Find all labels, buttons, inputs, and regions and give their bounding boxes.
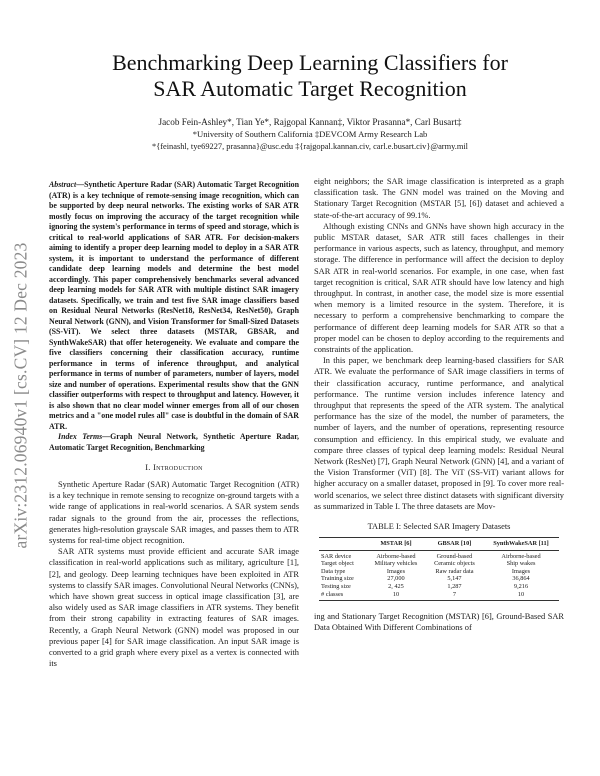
intro-paragraph-1: Synthetic Aperture Radar (SAR) Automatic Target Recognition (ATR) is a key technique in remote sensing to recognize on-ground targets with a wide range of applications in real-world scenarios. A SAR system sends radar signals to the ground from the air, processes the reflections, generates high-resolution grayscale SAR images, and passes them to ATR systems for real-time object recognition. [49,480,299,546]
table-cell: 2, 425 [388,583,404,591]
table-header-mstar: MSTAR [6] [366,538,426,551]
author-list: Jacob Fein-Ashley*, Tian Ye*, Rajgopal Kannan‡, Viktor Prasanna*, Carl Busart‡ [158,117,462,127]
table-cell: 9,216 [513,583,529,591]
row-label: Data type [321,567,346,575]
table-cell: Airborne-based [501,552,541,560]
index-terms-label: Index Terms [58,432,103,441]
table-cell: Ground-based [436,552,473,560]
right-column [314,176,564,634]
table-cell: Images [386,567,406,575]
table-column-gbsar [426,550,483,601]
paper-title-line-2: SAR Automatic Target Recognition [153,76,467,101]
right-paragraph-2: Although existing CNNs and GNNs have shown high accuracy in the public MSTAR dataset, SAR ATR still faces challenges in their performance in various aspects, such as latency, throughput, and memory storage. The difference in performance will affect the decision to deploy SAR ATR in real-world scenarios. For example, in one case, when fast target recognition is critical, SAR ATR should have low latency and high throughput. In contrast, in another case, the model size is more essential when memory is a limited resource in the system. Therefore, it is necessary to perform a comprehensive benchmarking to compare the performance of different deep learning models for SAR ATR so that a proper model can be chosen to deploy according to the requirements and constraints of the application. [314,221,564,355]
table-cell: 27,000 [387,575,405,583]
table-cell: Airborne-based [376,552,416,560]
row-label: Training size [321,575,354,583]
table-cell: 7 [452,590,457,598]
table-column-mstar [366,550,426,601]
paper-title-line-1: Benchmarking Deep Learning Classifiers for [112,50,508,75]
table-header-row [319,538,559,551]
abstract-label: Abstract [49,180,77,189]
table-caption: TABLE I: Selected SAR Imagery Datasets [367,522,511,532]
table-header-synthwakesar: SynthWakeSAR [11] [483,538,559,551]
table-cell: 10 [517,590,525,598]
table-row-labels [319,550,366,601]
paper-title [50,50,570,102]
index-terms [49,432,299,453]
author-affiliations: *University of Southern California ‡DEVCOM Army Research Lab [192,129,428,139]
table-cell: Ceramic objects [434,560,475,568]
table-cell: Raw radar data [435,567,474,575]
table-header-gbsar: GBSAR [10] [426,538,483,551]
row-label: Target object [321,560,354,568]
arxiv-identifier-stamp [4,170,38,620]
table-header-blank [319,538,366,551]
section-heading-introduction: I. Introduction [145,463,203,472]
row-label: SAR device [321,552,352,560]
author-emails: *{feinashl, tye69227, prasanna}@usc.edu ‡{rajgopal.kannan.civ, carl.e.busart.civ}@army.mil [152,142,468,151]
left-column [49,180,299,669]
table-cell: Military vehicles [374,560,418,568]
table-cell: Ship wakes [506,560,536,568]
right-paragraph-1: eight neighbors; the SAR image classification is interpreted as a graph classification task. The GNN model was trained on the Moving and Stationary Target Recognition (MSTAR [5], [6]) dataset and achieved a state-of-the-art accuracy of 99.1%. [314,177,564,220]
abstract [49,180,299,432]
table-row [319,550,559,601]
arxiv-identifier-text: arXiv:2312.06940v1 [cs.CV] 12 Dec 2023 [10,241,31,549]
row-label: Testing size [321,583,351,591]
table-cell: 36,864 [512,575,530,583]
datasets-table [319,537,559,601]
row-label: # classes [321,590,344,598]
table-column-synthwakesar [483,550,559,601]
right-paragraph-after-table: ing and Stationary Target Recognition (MSTAR) [6], Ground-Based SAR Data Obtained With Different Combinations of [314,612,564,633]
right-paragraph-3: In this paper, we benchmark deep learning-based classifiers for SAR ATR. We evaluate the performance of SAR image classifiers in terms of their classification accuracy, runtime performance, and analytical performance. The runtime version includes inference latency and throughput that represents the speed of the ATR system. The analytical performance has the size of the model, the number of parameters, the number of layers, and the number of operations, representing resource consumption and efficiency. In this empirical study, we evaluate and compare three classes of typical deep learning models: Residual Neural Network (ResNet) [7], Graph Neural Network (GNN) [4], and a variant of the Vision Transformer (ViT) [8]. The ViT (SS-ViT) variant allows for higher accuracy on a smaller dataset, proposed in [9]. To cover more real-world scenarios, we select three distinct datasets with significant diversity as summarized in Table I. The three datasets are Mov- [314,356,564,511]
intro-paragraph-2: SAR ATR systems must provide efficient and accurate SAR image classification in real-world applications such as military, agriculture [1], [2], and geology. Deep learning techniques have been exploited in ATR systems to classify SAR images. Convolutional Neural Networks (CNNs), which have shown great success in optical image classification [3], are also widely used as SAR image classifiers in ATR systems. They benefit from their strong capability in extracting features of SAR images. Recently, a Graph Neural Network (GNN) model was proposed in our previous paper [4] for SAR image classification. An input SAR image is converted to a grid graph where every pixel as a vertex is connected with its [49,547,299,669]
table-cell: 10 [392,590,400,598]
table-cell: 1,287 [447,583,462,591]
abstract-text: —Synthetic Aperture Radar (SAR) Automatic Target Recognition (ATR) is a key technique of remote-sensing image recognition, which can be supported by deep neural networks. The existing works of SAR ATR mostly focus on improving the accuracy of the target recognition while ignoring the system's performance in terms of speed and storage, which is critical to real-world applications of SAR ATR. For decision-makers aiming to identify a proper deep learning model to deploy in a SAR ATR system, it is important to understand the performance of different candidate deep learning models and determine the best model accordingly. This paper comprehensively benchmarks several advanced deep learning models for SAR ATR with multiple distinct SAR imagery datasets. Specifically, we train and test five SAR image classifiers based on Residual Neural Networks (ResNet18, ResNet34, ResNet50), Graph Neural Network (GNN), and Vision Transformer for Small-Sized Datasets (SS-ViT). We select three datasets (MSTAR, GBSAR, and SynthWakeSAR) that offer heterogeneity. We evaluate and compare the five classifiers concerning their classification accuracy, runtime performance in terms of inference throughput, and analytical performance in terms of number of parameters, number of layers, model size and number of operations. Experimental results show that the GNN classifier outperforms with respect to throughput and latency. However, it is also shown that no clear model winner emerges from all of our chosen metrics and a "one model rules all" case is doubtful in the domain of SAR ATR. [49,180,299,431]
index-terms-text: —Graph Neural Network, Synthetic Aperture Radar, Automatic Target Recognition, Benchmarking [49,432,299,452]
table-cell: 5,147 [447,575,462,583]
table-cell: Images [511,567,531,575]
